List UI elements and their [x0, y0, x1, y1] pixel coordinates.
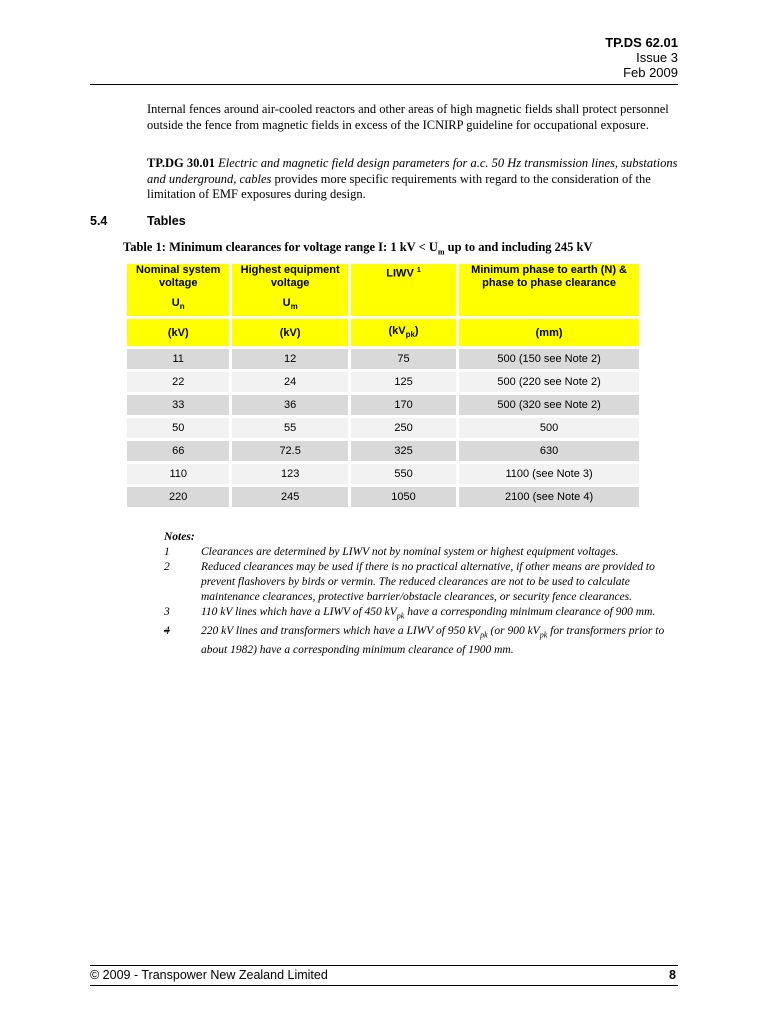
doc-number: TP.DS 62.01 — [605, 35, 678, 50]
header-min-clearance — [459, 264, 639, 316]
unit-cell: (kV) — [232, 319, 347, 346]
issue-label: Issue 3 — [636, 50, 678, 65]
notes-block — [164, 530, 674, 658]
note-number: 4 — [164, 624, 170, 637]
cell-nominal: 110 — [127, 464, 229, 484]
section-title: Tables — [147, 214, 186, 228]
cell-nominal: 33 — [127, 395, 229, 415]
note-text — [201, 605, 674, 624]
header-text: phase to phase clearance — [482, 277, 617, 289]
cell-liwv: 550 — [351, 464, 456, 484]
symbol-letter: U — [171, 297, 180, 309]
unit-cell: (kV) — [127, 319, 229, 346]
cell-liwv: 125 — [351, 372, 456, 392]
symbol-um — [232, 297, 347, 313]
cell-highest: 36 — [232, 395, 347, 415]
section-heading — [90, 214, 186, 228]
table-row — [127, 487, 639, 507]
unit-text: (kV — [388, 325, 406, 338]
cell-liwv: 250 — [351, 418, 456, 438]
issue-date: Feb 2009 — [623, 65, 678, 80]
footer-rule — [90, 965, 678, 966]
unit-text: ) — [414, 325, 419, 338]
symbol-subscript: m — [290, 302, 298, 312]
cell-nominal: 220 — [127, 487, 229, 507]
cell-highest: 24 — [232, 372, 347, 392]
cell-liwv: 1050 — [351, 487, 456, 507]
note-text-part: have a corresponding minimum clearance of 900 mm. — [404, 605, 656, 618]
note-text-part: for transformers prior to about 1982) have a corresponding minimum clearance of 1900 mm. — [201, 624, 665, 656]
note-item — [164, 545, 674, 560]
footer-copyright: © 2009 - Transpower New Zealand Limited — [90, 968, 328, 982]
cell-clearance: 500 (220 see Note 2) — [459, 372, 639, 392]
table-header-row — [127, 264, 639, 316]
note-text: Reduced clearances may be used if there is no practical alternative, if other means are provided to prevent flashovers by birds or vermin. The reduced clearances are not to be used to calculate maintenance clearances, protective barrier/obstacle clearances, or security fence clearances. — [201, 560, 655, 603]
reference-code: TP.DG 30.01 — [147, 156, 215, 170]
caption-text: Table 1: Minimum clearances for voltage range I: 1 kV < U — [123, 240, 438, 254]
note-text — [201, 624, 674, 658]
header-nominal-voltage — [127, 264, 229, 316]
cell-nominal: 50 — [127, 418, 229, 438]
caption-subscript: m — [437, 247, 445, 257]
table-units-row — [127, 319, 639, 346]
symbol-subscript: n — [179, 302, 185, 312]
page-number: 8 — [669, 968, 676, 982]
unit-cell: (mm) — [459, 319, 639, 346]
cell-clearance: 500 (320 see Note 2) — [459, 395, 639, 415]
note-item — [164, 605, 674, 624]
table-row — [127, 349, 639, 369]
cell-highest: 55 — [232, 418, 347, 438]
note-item — [164, 624, 674, 658]
cell-clearance: 1100 (see Note 3) — [459, 464, 639, 484]
paragraph-fences: Internal fences around air-cooled reactors and other areas of high magnetic fields shall protect personnel outside the fence from magnetic fields in excess of the ICNIRP guideline for occupational exposure. — [147, 102, 669, 132]
note-number: 1 — [164, 545, 170, 558]
cell-highest: 123 — [232, 464, 347, 484]
clearance-table — [124, 261, 642, 510]
table-caption — [123, 240, 593, 257]
note-text-part: (or 900 kV — [487, 624, 540, 637]
note-number: 2 — [164, 560, 170, 573]
paragraph-reference — [147, 156, 679, 203]
header-liwv — [351, 264, 456, 316]
header-text: Minimum phase to earth (N) & — [471, 264, 627, 276]
header-rule — [90, 84, 678, 85]
cell-nominal: 11 — [127, 349, 229, 369]
cell-liwv: 170 — [351, 395, 456, 415]
cell-highest: 72.5 — [232, 441, 347, 461]
unit-subscript: pk — [405, 330, 415, 340]
cell-nominal: 66 — [127, 441, 229, 461]
header-highest-voltage — [232, 264, 347, 316]
unit-cell — [351, 319, 456, 346]
table-row — [127, 464, 639, 484]
cell-clearance: 630 — [459, 441, 639, 461]
cell-highest: 245 — [232, 487, 347, 507]
header-text: voltage — [158, 277, 198, 289]
note-number: 3 — [164, 605, 170, 618]
header-text: Nominal system — [136, 264, 221, 276]
reference-title: Electric and magnetic field design parameters for a.c. 50 Hz transmission lines, substations and underground, cables — [147, 156, 678, 186]
cell-liwv: 75 — [351, 349, 456, 369]
cell-liwv: 325 — [351, 441, 456, 461]
cell-clearance: 2100 (see Note 4) — [459, 487, 639, 507]
cell-clearance: 500 — [459, 418, 639, 438]
note-subscript: pk — [539, 630, 548, 640]
symbol-un — [127, 297, 229, 313]
note-text-part: 220 kV lines and transformers which have a LIWV of 950 kV — [201, 624, 481, 637]
footnote-ref: 1 — [416, 267, 421, 274]
note-subscript: pk — [480, 630, 488, 640]
cell-clearance: 500 (150 see Note 2) — [459, 349, 639, 369]
note-text: Clearances are determined by LIWV not by nominal system or highest equipment voltages. — [201, 545, 619, 558]
table-row — [127, 441, 639, 461]
symbol-letter: U — [282, 297, 291, 309]
header-text: LIWV — [386, 267, 414, 280]
page-header — [605, 35, 678, 80]
header-text: Highest equipment — [240, 264, 340, 276]
cell-highest: 12 — [232, 349, 347, 369]
footer-rule-bottom — [90, 985, 678, 986]
table-row — [127, 372, 639, 392]
note-text-part: 110 kV lines which have a LIWV of 450 kV — [201, 605, 397, 618]
header-text: voltage — [270, 277, 310, 289]
table-row — [127, 395, 639, 415]
note-subscript: pk — [396, 610, 405, 620]
notes-title: Notes: — [164, 531, 195, 543]
table-row — [127, 418, 639, 438]
cell-nominal: 22 — [127, 372, 229, 392]
reference-text: provides more specific requirements with regard to the consideration of the limitation of EMF exposures during design. — [147, 171, 651, 201]
caption-text-end: up to and including 245 kV — [444, 240, 593, 254]
note-item — [164, 560, 674, 605]
section-number: 5.4 — [90, 214, 108, 228]
